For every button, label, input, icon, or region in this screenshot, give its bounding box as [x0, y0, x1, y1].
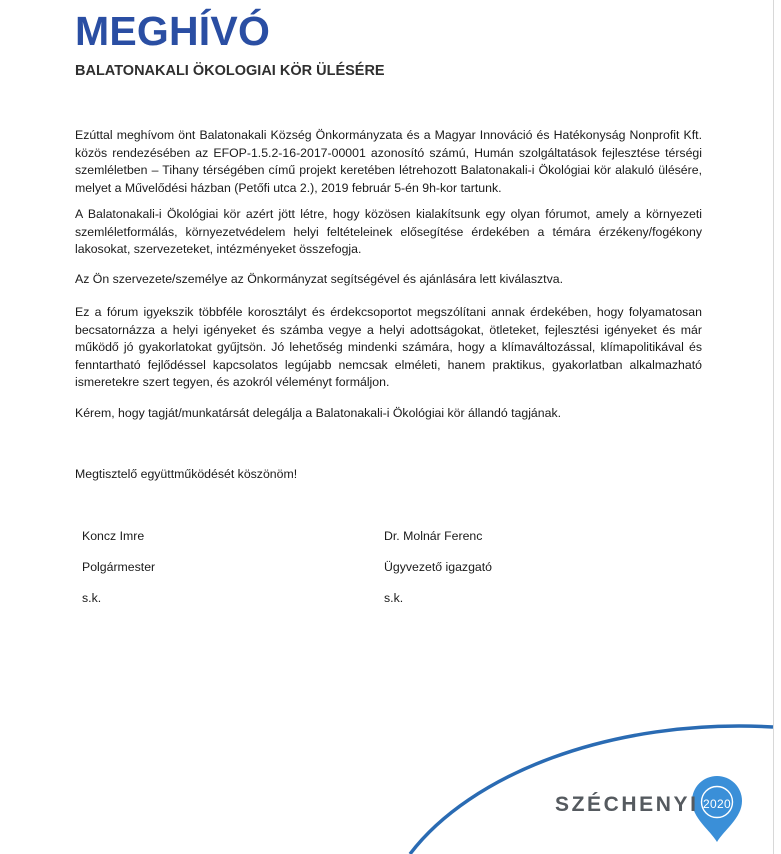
signatory-left-name: Koncz Imre — [82, 529, 145, 543]
signatory-right-role: Ügyvezető igazgató — [384, 560, 493, 574]
body-paragraph-forum: Ez a fórum igyekszik többféle korosztályt és érdekcsoportot megszólítani annak érdekében, hogy folyamatosan becsatornázza a helyi igényeket és számba vegye a helyi adottságokat, ötleteket, fejlesztési igényeket és már működő jó gyakorlatokat gyűjtsön. Jó lehetőség mindenki számára, hogy a klímaváltozással, klímapolitikával és fenntartható fejlődéssel kapcsolatos legújabb nemcsak elméleti, hanem praktikus, gyakorlatban alkalmazható ismeretekre szert tegyen, és azokról véleményt formáljon. — [75, 305, 702, 389]
signatory-right-name: Dr. Molnár Ferenc — [384, 529, 483, 543]
document-title: MEGHÍVÓ — [75, 8, 271, 54]
signatory-right-note: s.k. — [384, 591, 404, 605]
body-paragraph-selection: Az Ön szervezete/személye az Önkormányzat segítségével és ajánlására lett kiválasztva. — [75, 272, 563, 286]
signatory-left-note: s.k. — [82, 591, 102, 605]
body-paragraph-request: Kérem, hogy tagját/munkatársát delegálja a Balatonakali-i Ökológiai kör állandó tagjának. — [75, 406, 562, 420]
logo-year-text: 2020 — [703, 797, 731, 811]
signatory-left-role: Polgármester — [82, 560, 156, 574]
body-paragraph-invitation: Ezúttal meghívom önt Balatonakali Község Önkormányzata és a Magyar Innováció és Hatékonyság Nonprofit Kft. közös rendezésében az EFOP-1.5.2-16-2017-00001 azonosító számú, Humán szolgáltatások fejlesztése térségi szemléletben – Tihany térségében című projekt keretében létrehozott Balatonakali-i Ökológiai kör alakuló ülésére, melyet a Művelődési házban (Petőfi utca 2.), 2019 február 5-én 9h-kor tartunk. — [75, 128, 702, 195]
document-subtitle: BALATONAKALI ÖKOLOGIAI KÖR ÜLÉSÉRE — [75, 63, 385, 79]
logo-brand-text: SZÉCHENYI — [555, 793, 699, 816]
body-paragraph-purpose: A Balatonakali-i Ökológiai kör azért jött létre, hogy közösen kialakítsunk egy olyan fórumot, amely a környezeti szemléletformálás, környezetvédelem helyi feltételeinek elősegítése érdekében a témára érzékeny/fogékony lakosokat, szervezeteket, intézményeket összefogja. — [75, 207, 702, 256]
closing-line: Megtisztelő együttműködését köszönöm! — [75, 467, 298, 481]
